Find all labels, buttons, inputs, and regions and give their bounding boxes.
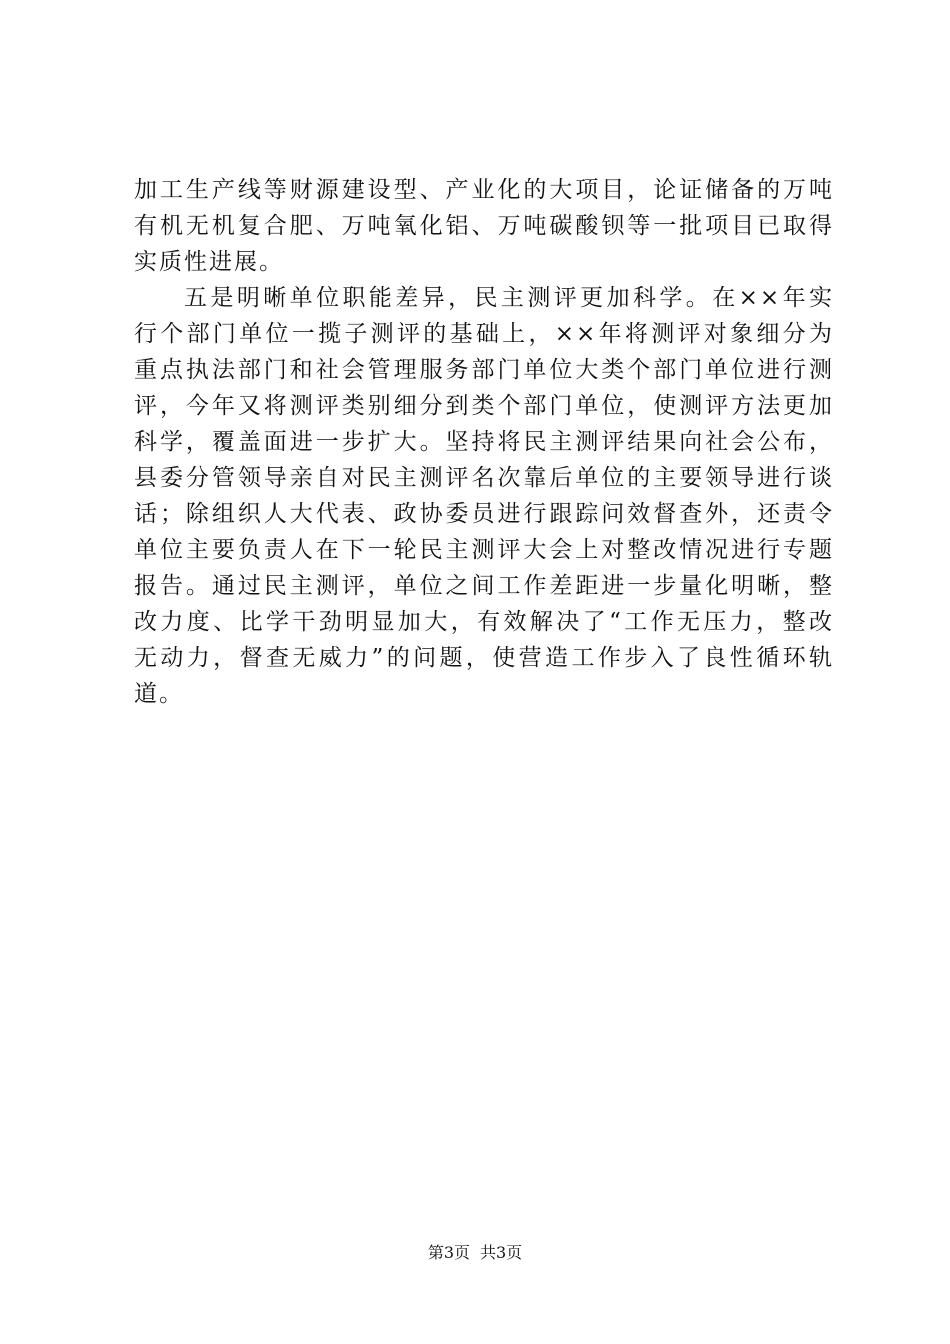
text-line: 单位主要负责人在下一轮民主测评大会上对整改情况进行专题: [134, 537, 834, 563]
text-line: 评，今年又将测评类别细分到类个部门单位，使测评方法更加: [134, 393, 834, 419]
text-line: 话；除组织人大代表、政协委员进行跟踪问效督查外，还责令: [134, 501, 834, 527]
text-line: 科学，覆盖面进一步扩大。坚持将民主测评结果向社会公布，: [134, 429, 834, 455]
page-total: 共3页: [480, 1243, 523, 1262]
text-line: 县委分管领导亲自对民主测评名次靠后单位的主要领导进行谈: [134, 465, 834, 491]
paragraph-first-line: 五是明晰单位职能差异，民主测评更加科学。在××年实: [184, 285, 834, 311]
text-line: 无动力，督查无威力”的问题，使营造工作步入了良性循环轨: [134, 645, 834, 671]
text-line: 报告。通过民主测评，单位之间工作差距进一步量化明晰，整: [134, 573, 834, 599]
text-line: 改力度、比学干劲明显加大，有效解决了“工作无压力，整改: [134, 609, 834, 635]
text-line: 加工生产线等财源建设型、产业化的大项目，论证储备的万吨: [134, 177, 834, 203]
text-line: 有机无机复合肥、万吨氧化铝、万吨碳酸钡等一批项目已取得: [134, 213, 834, 239]
text-line: 道。: [134, 681, 184, 707]
text-line: 实质性进展。: [134, 249, 284, 275]
text-line: 重点执法部门和社会管理服务部门单位大类个部门单位进行测: [134, 357, 834, 383]
document-body: [134, 172, 834, 712]
text-line: 行个部门单位一揽子测评的基础上，××年将测评对象细分为: [134, 321, 834, 347]
page-footer: [0, 1242, 950, 1264]
page-number: 第3页: [427, 1243, 470, 1262]
